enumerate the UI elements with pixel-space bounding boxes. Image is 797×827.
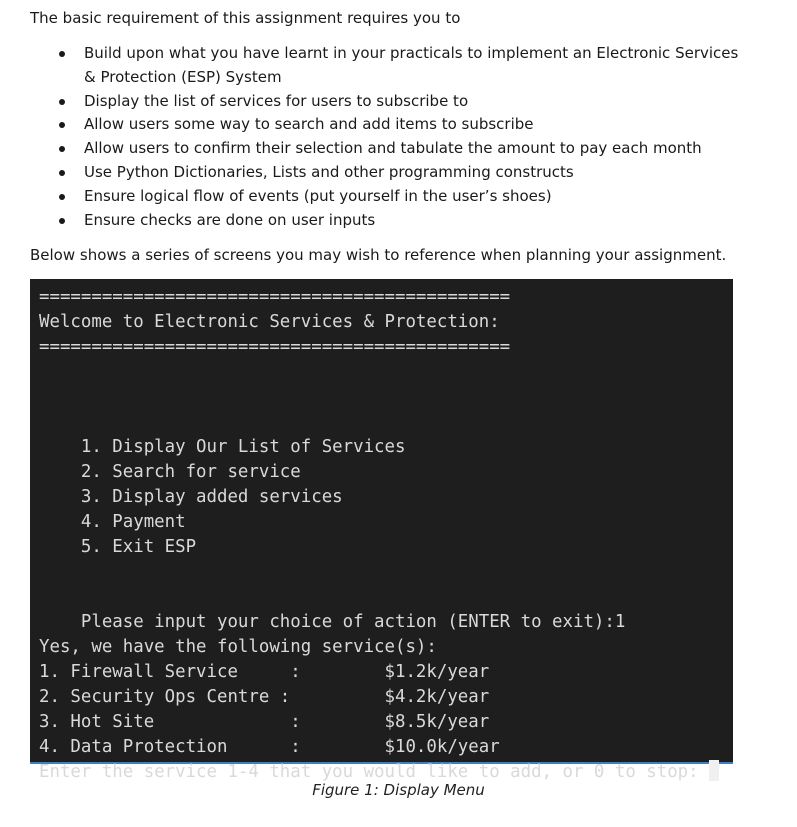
welcome-line: Welcome to Electronic Services & Protection: xyxy=(39,312,500,332)
terminal-output xyxy=(39,285,719,785)
rule-top: ============================================= xyxy=(39,287,511,307)
list-item: Ensure checks are done on user inputs xyxy=(30,209,750,233)
list-item: Allow users some way to search and add items to subscribe xyxy=(30,113,750,137)
below-text: Below shows a series of screens you may wish to reference when planning your assignment. xyxy=(30,246,727,264)
rule-bottom: ============================================= xyxy=(39,337,511,357)
requirements-list xyxy=(30,42,750,232)
cursor-icon xyxy=(709,760,719,781)
service-row: 2. Security Ops Centre : $4.2k/year xyxy=(39,687,490,707)
enter-service-prompt: Enter the service 1-4 that you would like to add, or 0 to stop: xyxy=(39,762,710,782)
list-item: Use Python Dictionaries, Lists and other programming constructs xyxy=(30,161,750,185)
menu-item: 1. Display Our List of Services xyxy=(39,437,406,457)
services-heading: Yes, we have the following service(s): xyxy=(39,637,437,657)
list-item: Build upon what you have learnt in your practicals to implement an Electronic Services & Protection (ESP) System xyxy=(30,42,750,90)
intro-text: The basic requirement of this assignment requires you to xyxy=(30,9,461,27)
menu-item: 2. Search for service xyxy=(39,462,301,482)
figure-caption: Figure 1: Display Menu xyxy=(312,781,485,799)
terminal-screenshot xyxy=(30,279,733,782)
service-row: 1. Firewall Service : $1.2k/year xyxy=(39,662,490,682)
service-row: 4. Data Protection : $10.0k/year xyxy=(39,737,500,757)
menu-item: 5. Exit ESP xyxy=(39,537,197,557)
list-item: Display the list of services for users to subscribe to xyxy=(30,90,750,114)
menu-item: 4. Payment xyxy=(39,512,186,532)
list-item: Allow users to confirm their selection and tabulate the amount to pay each month xyxy=(30,137,750,161)
list-item: Ensure logical flow of events (put yourself in the user’s shoes) xyxy=(30,185,750,209)
menu-item: 3. Display added services xyxy=(39,487,343,507)
service-row: 3. Hot Site : $8.5k/year xyxy=(39,712,490,732)
action-prompt: Please input your choice of action (ENTER to exit):1 xyxy=(39,612,626,632)
